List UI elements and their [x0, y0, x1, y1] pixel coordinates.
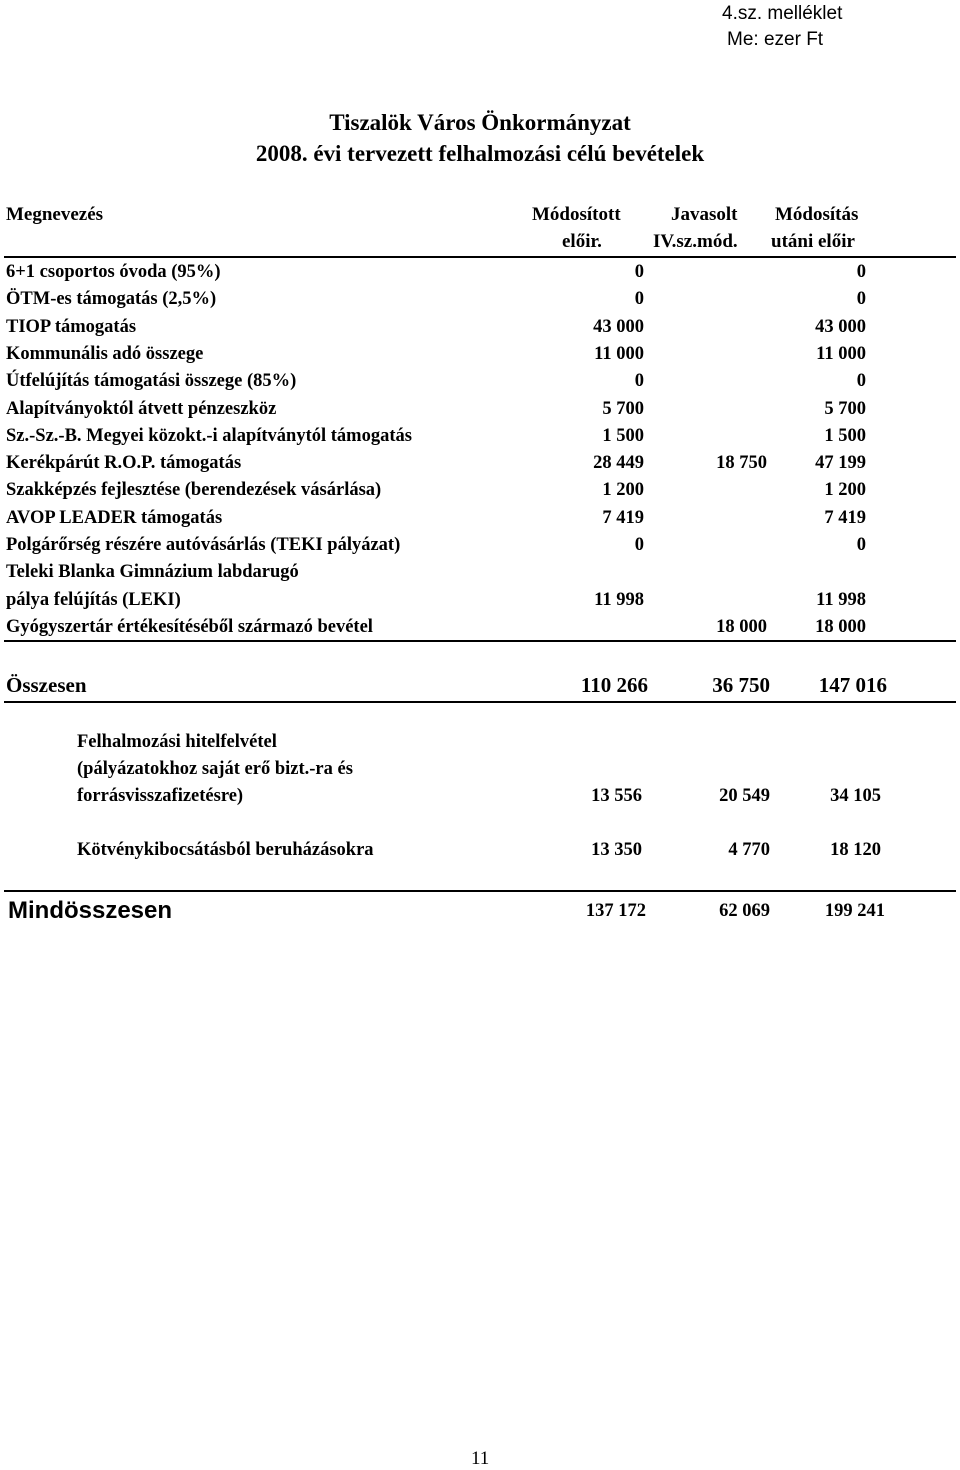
column-header-name: Megnevezés [6, 204, 104, 225]
row-modified: 1 500 [602, 425, 644, 446]
row-modified: 43 000 [593, 316, 644, 337]
row-after: 1 500 [824, 425, 866, 446]
credit-label-line1: Felhalmozási hitelfelvétel [77, 732, 277, 752]
row-after: 11 000 [816, 343, 866, 364]
row-modified: 28 449 [593, 453, 644, 474]
column-header-proposed: Javasolt [671, 204, 738, 225]
row-modified: 0 [634, 262, 644, 282]
row-modified: 1 200 [602, 480, 644, 501]
column-header-proposed-sub: IV.sz.mód. [653, 231, 738, 252]
row-name: pálya felújítás (LEKI) [6, 589, 181, 610]
column-header-after-sub: utáni előir [771, 231, 855, 252]
row-name: Alapítványoktól átvett pénzeszköz [6, 398, 277, 419]
row-name: Gyógyszertár értékesítéséből származó bevétel [6, 616, 373, 637]
column-header-modified-sub: előir. [562, 231, 602, 252]
document-title: Tiszalök Város Önkormányzat [329, 110, 631, 135]
row-proposed: 18 000 [716, 616, 767, 637]
row-modified: 11 998 [594, 589, 644, 610]
row-name: Kommunális adó összege [6, 343, 204, 364]
total-after: 147 016 [818, 673, 887, 697]
row-name: TIOP támogatás [6, 316, 137, 337]
row-modified: 0 [634, 289, 644, 310]
column-header-after: Módosítás [775, 204, 859, 225]
row-after: 7 419 [824, 507, 866, 528]
total-label: Összesen [6, 673, 87, 697]
credit-modified: 13 556 [591, 786, 642, 806]
row-name: AVOP LEADER támogatás [6, 507, 223, 528]
annex-label: 4.sz. melléklet [722, 3, 843, 24]
row-after: 0 [856, 289, 866, 310]
row-after: 47 199 [815, 453, 866, 474]
header-divider [4, 256, 956, 258]
row-after: 5 700 [824, 398, 866, 419]
bonds-modified: 13 350 [591, 840, 642, 860]
unit-label: Me: ezer Ft [727, 29, 824, 50]
row-modified: 0 [634, 371, 644, 392]
row-name: Teleki Blanka Gimnázium labdarugó [6, 562, 299, 583]
row-modified: 5 700 [602, 398, 644, 419]
row-modified: 7 419 [602, 507, 644, 528]
document-subtitle: 2008. évi tervezett felhalmozási célú bevételek [255, 141, 705, 166]
row-modified: 0 [634, 535, 644, 555]
credit-label-line3: forrásvisszafizetésre) [77, 786, 244, 806]
row-modified: 11 000 [594, 343, 644, 364]
grand-total-divider [4, 890, 956, 892]
bonds-after: 18 120 [830, 840, 881, 860]
row-proposed: 18 750 [716, 453, 767, 474]
total-proposed: 36 750 [712, 673, 770, 697]
bonds-proposed: 4 770 [728, 840, 770, 860]
row-after: 18 000 [815, 616, 866, 637]
column-header-modified: Módosított [532, 204, 621, 225]
row-name: Útfelújítás támogatási összege (85%) [6, 371, 297, 392]
rows-divider [4, 640, 956, 642]
row-name: Sz.-Sz.-B. Megyei közokt.-i alapítványtól támogatás [6, 425, 412, 446]
row-after: 0 [856, 535, 866, 555]
row-after: 1 200 [824, 480, 866, 501]
page-number: 11 [471, 1448, 490, 1469]
row-name: 6+1 csoportos óvoda (95%) [6, 262, 221, 282]
credit-label-line2: (pályázatokhoz saját erő bizt.-ra és [77, 759, 353, 779]
row-name: Polgárőrség részére autóvásárlás (TEKI pályázat) [6, 535, 401, 555]
row-after: 11 998 [816, 589, 866, 610]
row-after: 43 000 [815, 316, 866, 337]
row-after: 0 [856, 262, 866, 282]
grand-total-modified: 137 172 [585, 901, 646, 921]
total-divider [4, 701, 956, 703]
row-name: Kerékpárút R.O.P. támogatás [6, 453, 242, 474]
grand-total-after: 199 241 [824, 901, 885, 921]
grand-total-proposed: 62 069 [719, 901, 770, 921]
grand-total-label: Mindösszesen [8, 897, 173, 924]
total-modified: 110 266 [580, 673, 648, 697]
row-name: Szakképzés fejlesztése (berendezések vásárlása) [6, 480, 382, 501]
row-name: ÖTM-es támogatás (2,5%) [6, 289, 217, 310]
credit-after: 34 105 [830, 786, 881, 806]
row-after: 0 [856, 371, 866, 392]
credit-proposed: 20 549 [719, 786, 770, 806]
bonds-label: Kötvénykibocsátásból beruházásokra [77, 840, 374, 860]
